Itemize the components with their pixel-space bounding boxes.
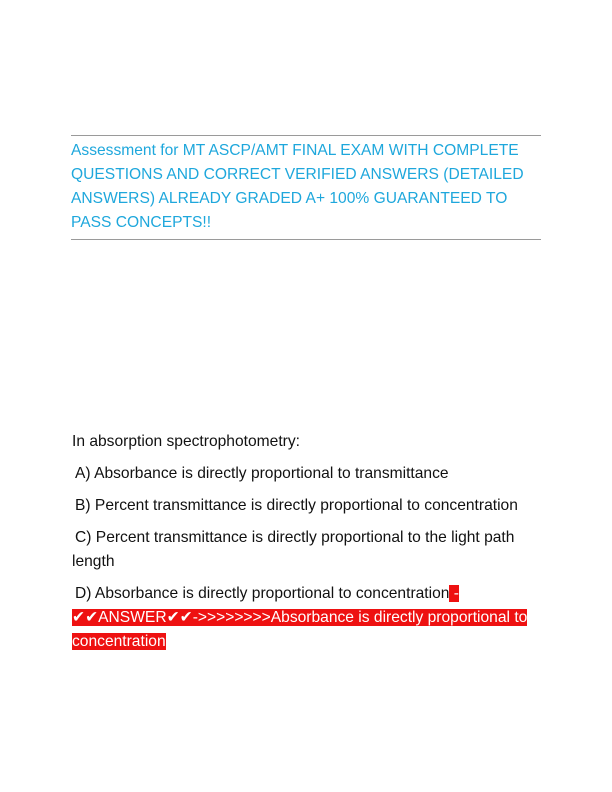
option-d-line [72,582,542,654]
option-a: A) Absorbance is directly proportional to transmittance [75,465,449,482]
question-block [72,430,542,662]
option-d: D) Absorbance is directly proportional to concentration [75,585,450,602]
question-stem: In absorption spectrophotometry: [72,433,300,450]
answer-highlight: - ✔✔ANSWER✔✔->>>>>>>>Absorbance is directly proportional to concentration [72,585,528,650]
document-title: Assessment for MT ASCP/AMT FINAL EXAM WITH COMPLETE QUESTIONS AND CORRECT VERIFIED ANSWERS (DETAILED ANSWERS) ALREADY GRADED A+ 100% GUARANTEED TO PASS CONCEPTS!! [71,142,524,231]
option-b: B) Percent transmittance is directly proportional to concentration [75,497,518,514]
title-block [71,135,541,240]
option-c: C) Percent transmittance is directly proportional to the light path length [72,529,515,570]
